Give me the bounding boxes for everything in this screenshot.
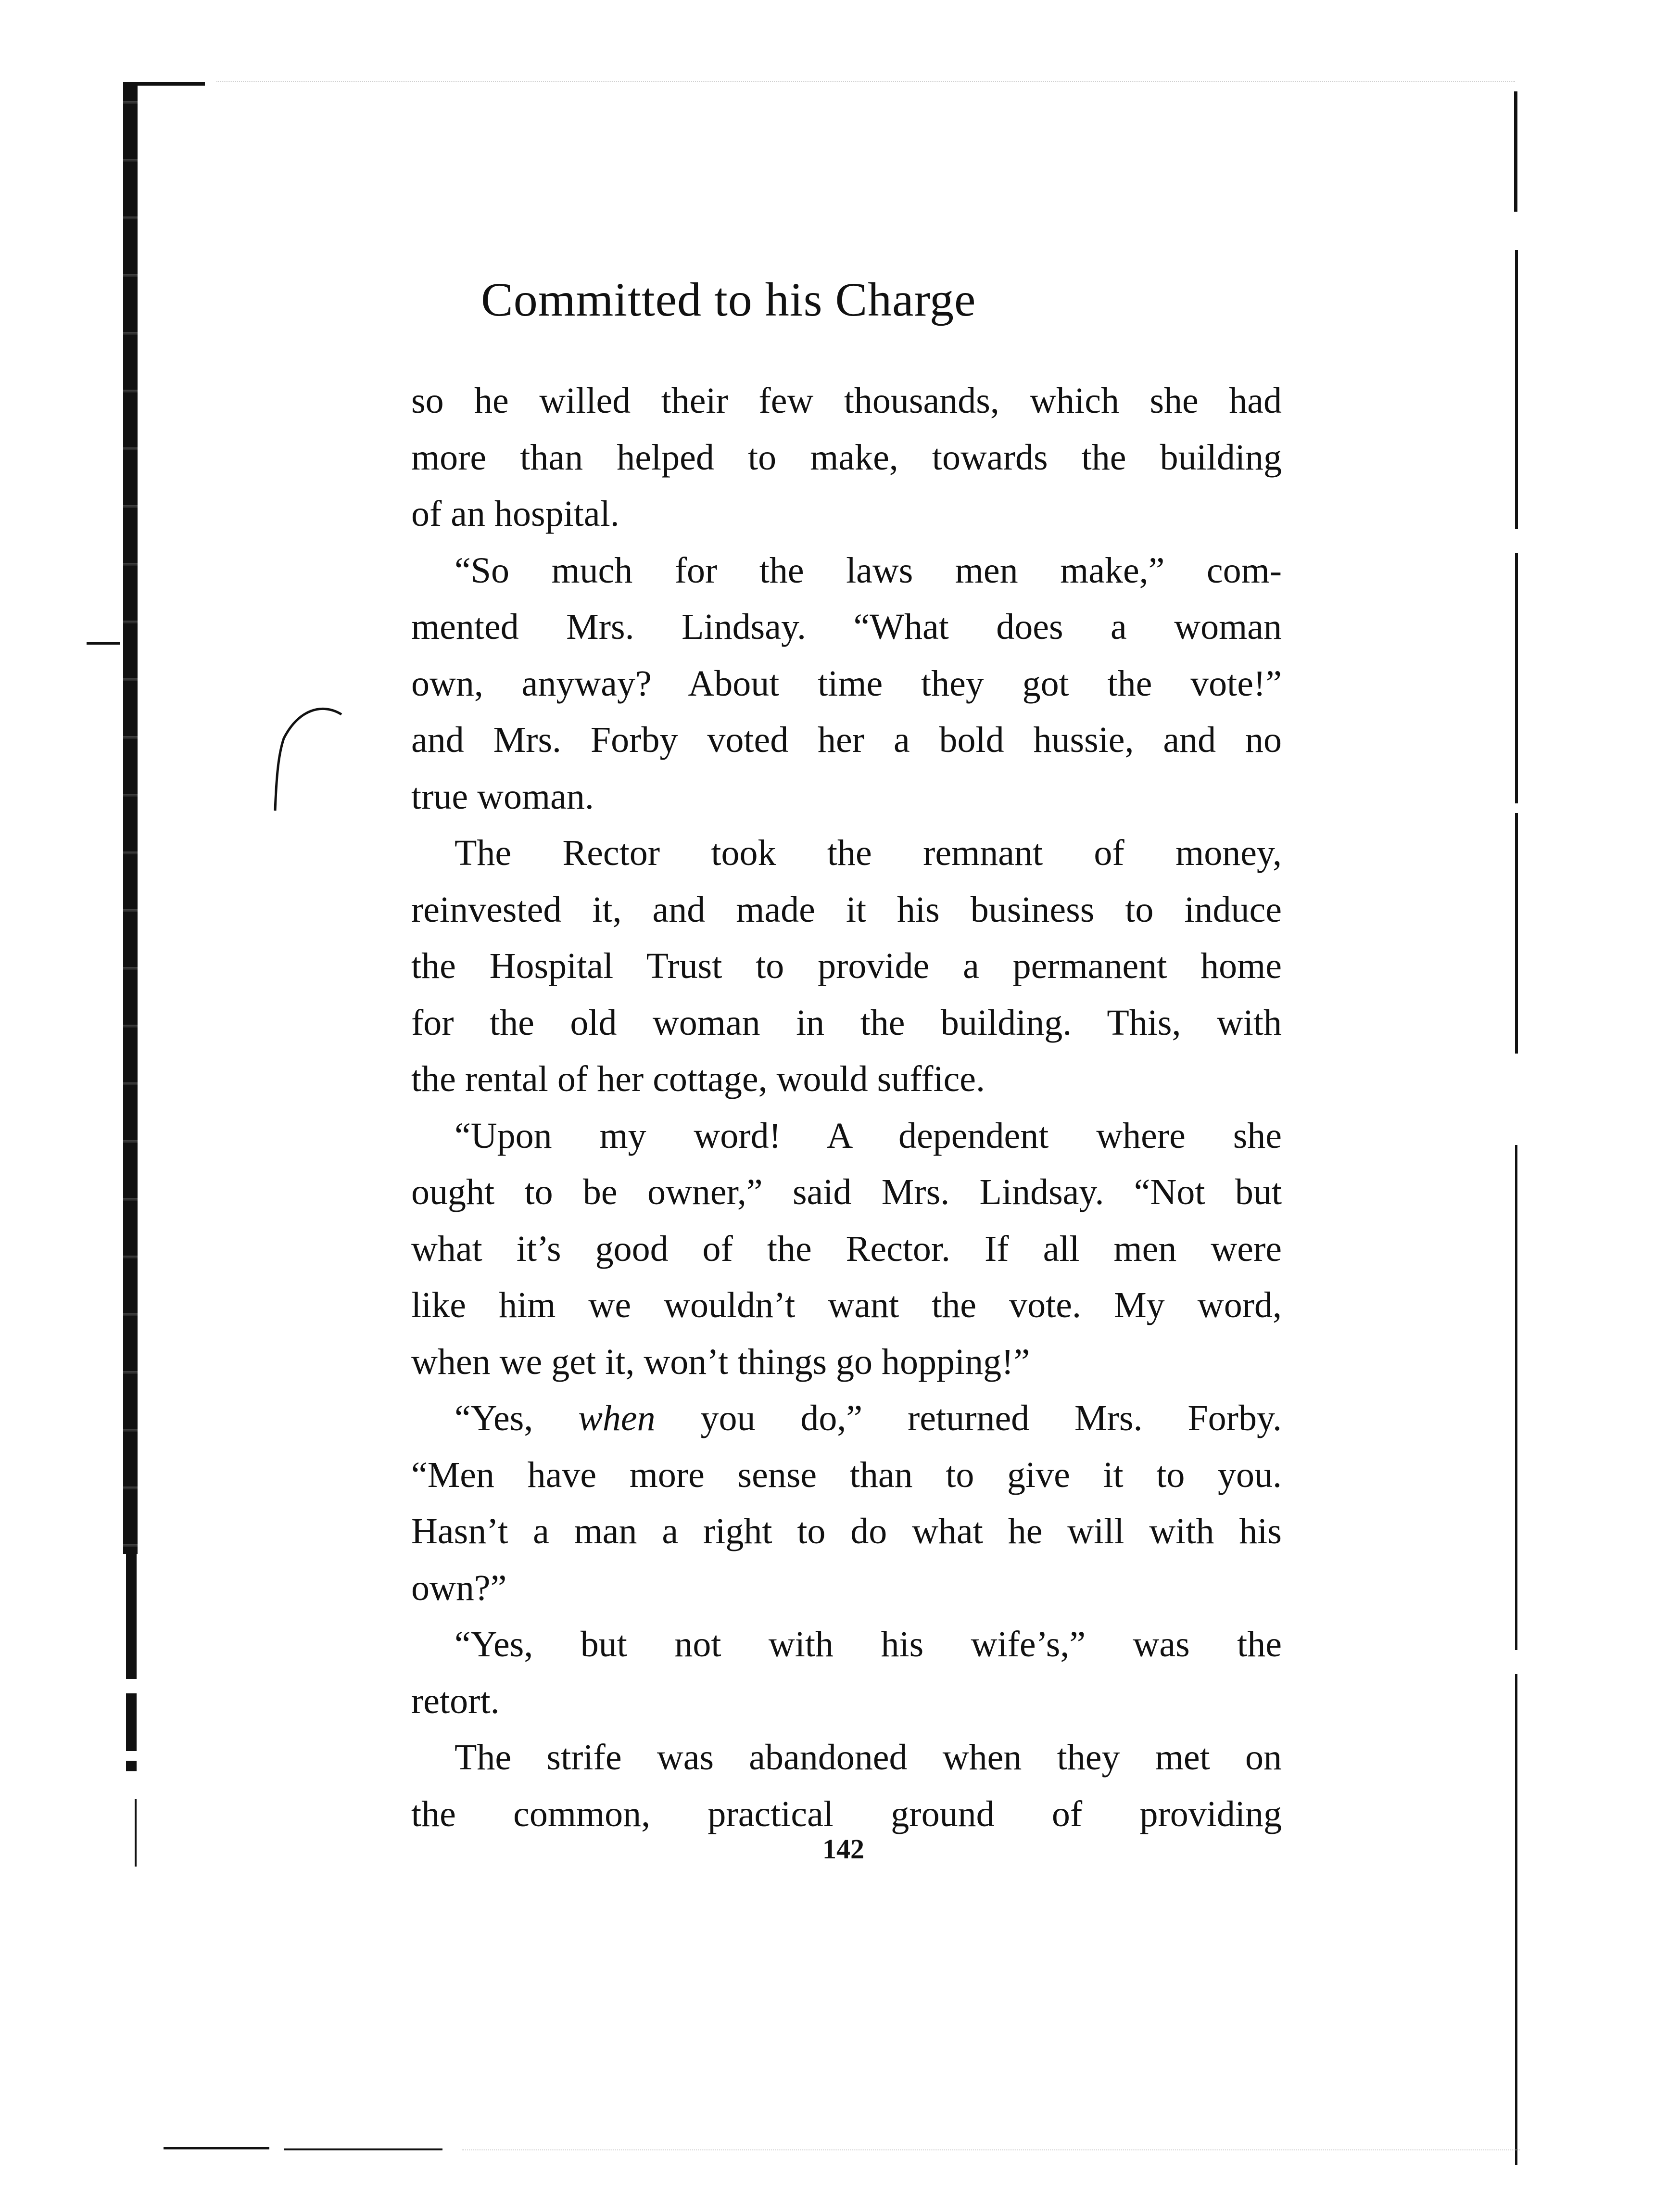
text-line: reinvested it, and made it his business to induce	[411, 889, 1282, 930]
text-line: the rental of her cottage, would suffice.	[411, 1059, 985, 1099]
text-line: so he willed their few thousands, which she had	[411, 381, 1282, 421]
right-scan-border	[1515, 1145, 1517, 1650]
text-fragment: you do,” returned Mrs. Forby.	[700, 1398, 1282, 1438]
text-line: and Mrs. Forby voted her a bold hussie, and no	[411, 720, 1282, 760]
top-scan-dots	[216, 81, 1515, 82]
right-scan-border	[1515, 1674, 1517, 2165]
text-line: more than helped to make, towards the building	[411, 437, 1282, 478]
text-line: for the old woman in the building. This, with	[411, 1002, 1282, 1043]
text-line: true woman.	[411, 776, 594, 817]
italic-word: when	[578, 1398, 656, 1438]
text-line: retort.	[411, 1680, 500, 1721]
text-line	[411, 1390, 1282, 1447]
left-scan-border	[123, 82, 138, 1554]
text-line: the common, practical ground of providing	[411, 1793, 1282, 1834]
text-line: own, anyway? About time they got the vote!”	[411, 663, 1282, 704]
text-line: The Rector took the remnant of money,	[455, 833, 1282, 873]
text-line: what it’s good of the Rector. If all men were	[411, 1228, 1282, 1269]
text-line: “So much for the laws men make,” com-	[455, 550, 1282, 591]
text-line: mented Mrs. Lindsay. “What does a woman	[411, 607, 1282, 647]
text-line: “Men have more sense than to give it to you.	[411, 1454, 1282, 1495]
text-line: “Upon my word! A dependent where she	[455, 1115, 1282, 1156]
body-text	[411, 373, 1282, 1842]
text-line: The strife was abandoned when they met on	[455, 1737, 1282, 1778]
right-scan-border	[1515, 553, 1518, 803]
left-margin-dash	[87, 642, 120, 645]
text-line: “Yes, but not with his wife’s,” was the	[455, 1624, 1282, 1665]
right-scan-border	[1515, 250, 1518, 529]
text-line: like him we wouldn’t want the vote. My word,	[411, 1285, 1282, 1325]
bottom-scan-dots	[462, 2149, 1520, 2150]
running-head: Committed to his Charge	[481, 273, 976, 326]
text-line: Hasn’t a man a right to do what he will with his	[411, 1511, 1282, 1551]
left-scan-border-top	[123, 82, 205, 86]
text-line: ought to be owner,” said Mrs. Lindsay. “Not but	[411, 1172, 1282, 1212]
left-scan-border-segment	[126, 1693, 137, 1751]
left-scan-border-segment	[126, 1761, 137, 1771]
bottom-scan-border	[284, 2148, 442, 2150]
text-line: when we get it, won’t things go hopping!”	[411, 1341, 1030, 1382]
right-scan-border	[1514, 91, 1517, 212]
page-number: 142	[822, 1833, 864, 1865]
right-scan-border	[1515, 813, 1518, 1054]
bottom-scan-border	[164, 2147, 269, 2149]
text-line: of an hospital.	[411, 494, 619, 534]
left-scan-border-segment	[126, 1554, 137, 1679]
text-line: own?”	[411, 1567, 507, 1608]
text-line: the Hospital Trust to provide a permanent home	[411, 946, 1282, 986]
left-scan-border-segment	[135, 1799, 137, 1867]
pencil-mark	[269, 700, 346, 815]
text-fragment: “Yes,	[455, 1398, 533, 1438]
